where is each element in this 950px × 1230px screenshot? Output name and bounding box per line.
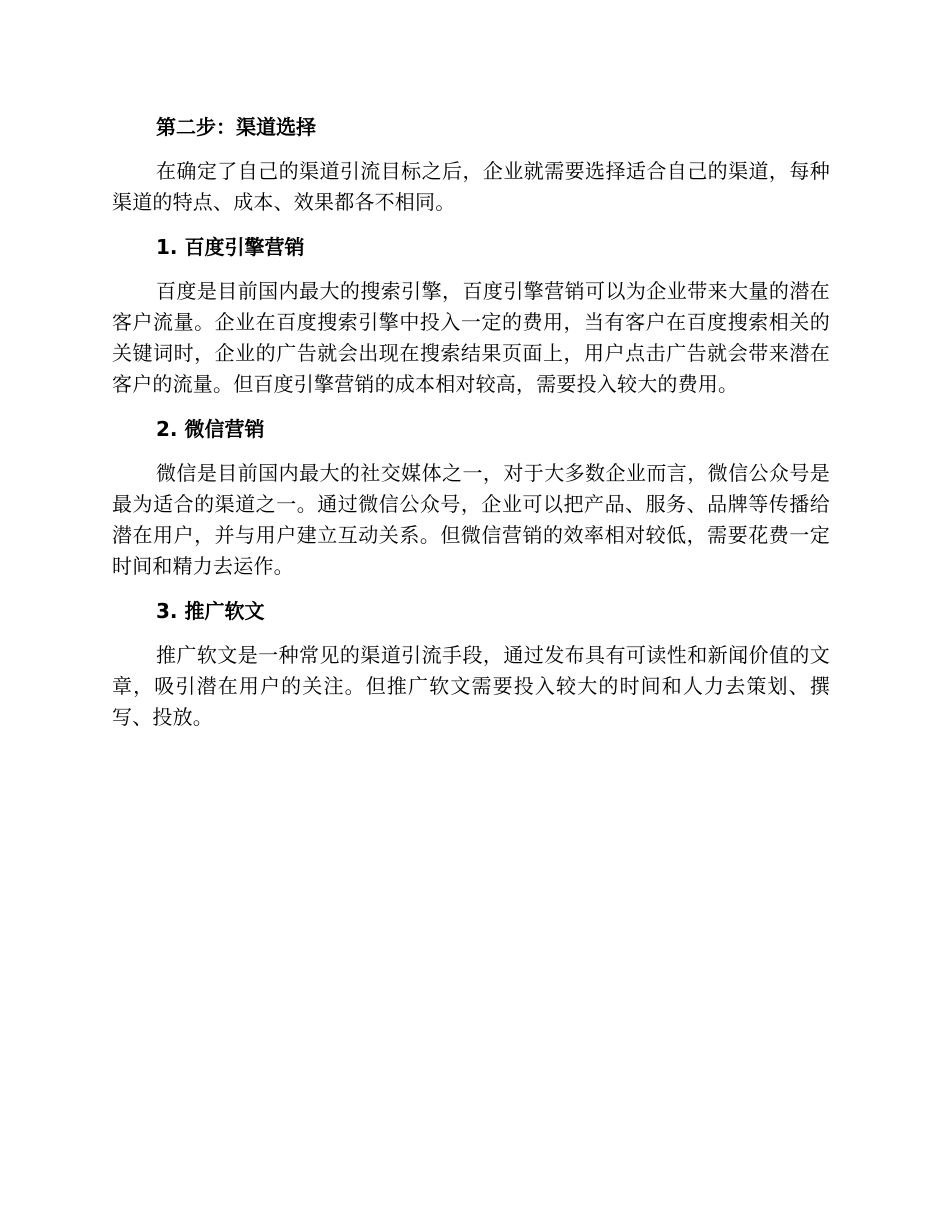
section-heading-softarticle: 3. 推广软文 <box>156 599 265 623</box>
document-body <box>112 112 830 733</box>
section-paragraph-baidu: 百度是目前国内最大的搜索引擎，百度引擎营销可以为企业带来大量的潜在客户流量。企业在百度搜索引擎中投入一定的费用，当有客户在百度搜索相关的关键词时，企业的广告就会出现在搜索结果页面上，用户点击广告就会带来潜在客户的流量。但百度引擎营销的成本相对较高，需要投入较大的费用。 <box>112 279 830 396</box>
section-paragraph-wechat: 微信是目前国内最大的社交媒体之一，对于大多数企业而言，微信公众号是最为适合的渠道之一。通过微信公众号，企业可以把产品、服务、品牌等传播给潜在用户，并与用户建立互动关系。但微信营销的效率相对较低，需要花费一定时间和精力去运作。 <box>112 461 830 578</box>
section-heading-baidu: 1. 百度引擎营销 <box>156 235 305 259</box>
step-heading: 第二步：渠道选择 <box>156 115 316 139</box>
section-paragraph-softarticle: 推广软文是一种常见的渠道引流手段，通过发布具有可读性和新闻价值的文章，吸引潜在用户的关注。但推广软文需要投入较大的时间和人力去策划、撰写、投放。 <box>112 643 830 729</box>
intro-paragraph: 在确定了自己的渠道引流目标之后，企业就需要选择适合自己的渠道，每种渠道的特点、成本、效果都各不相同。 <box>112 159 830 214</box>
section-heading-wechat: 2. 微信营销 <box>156 417 265 441</box>
